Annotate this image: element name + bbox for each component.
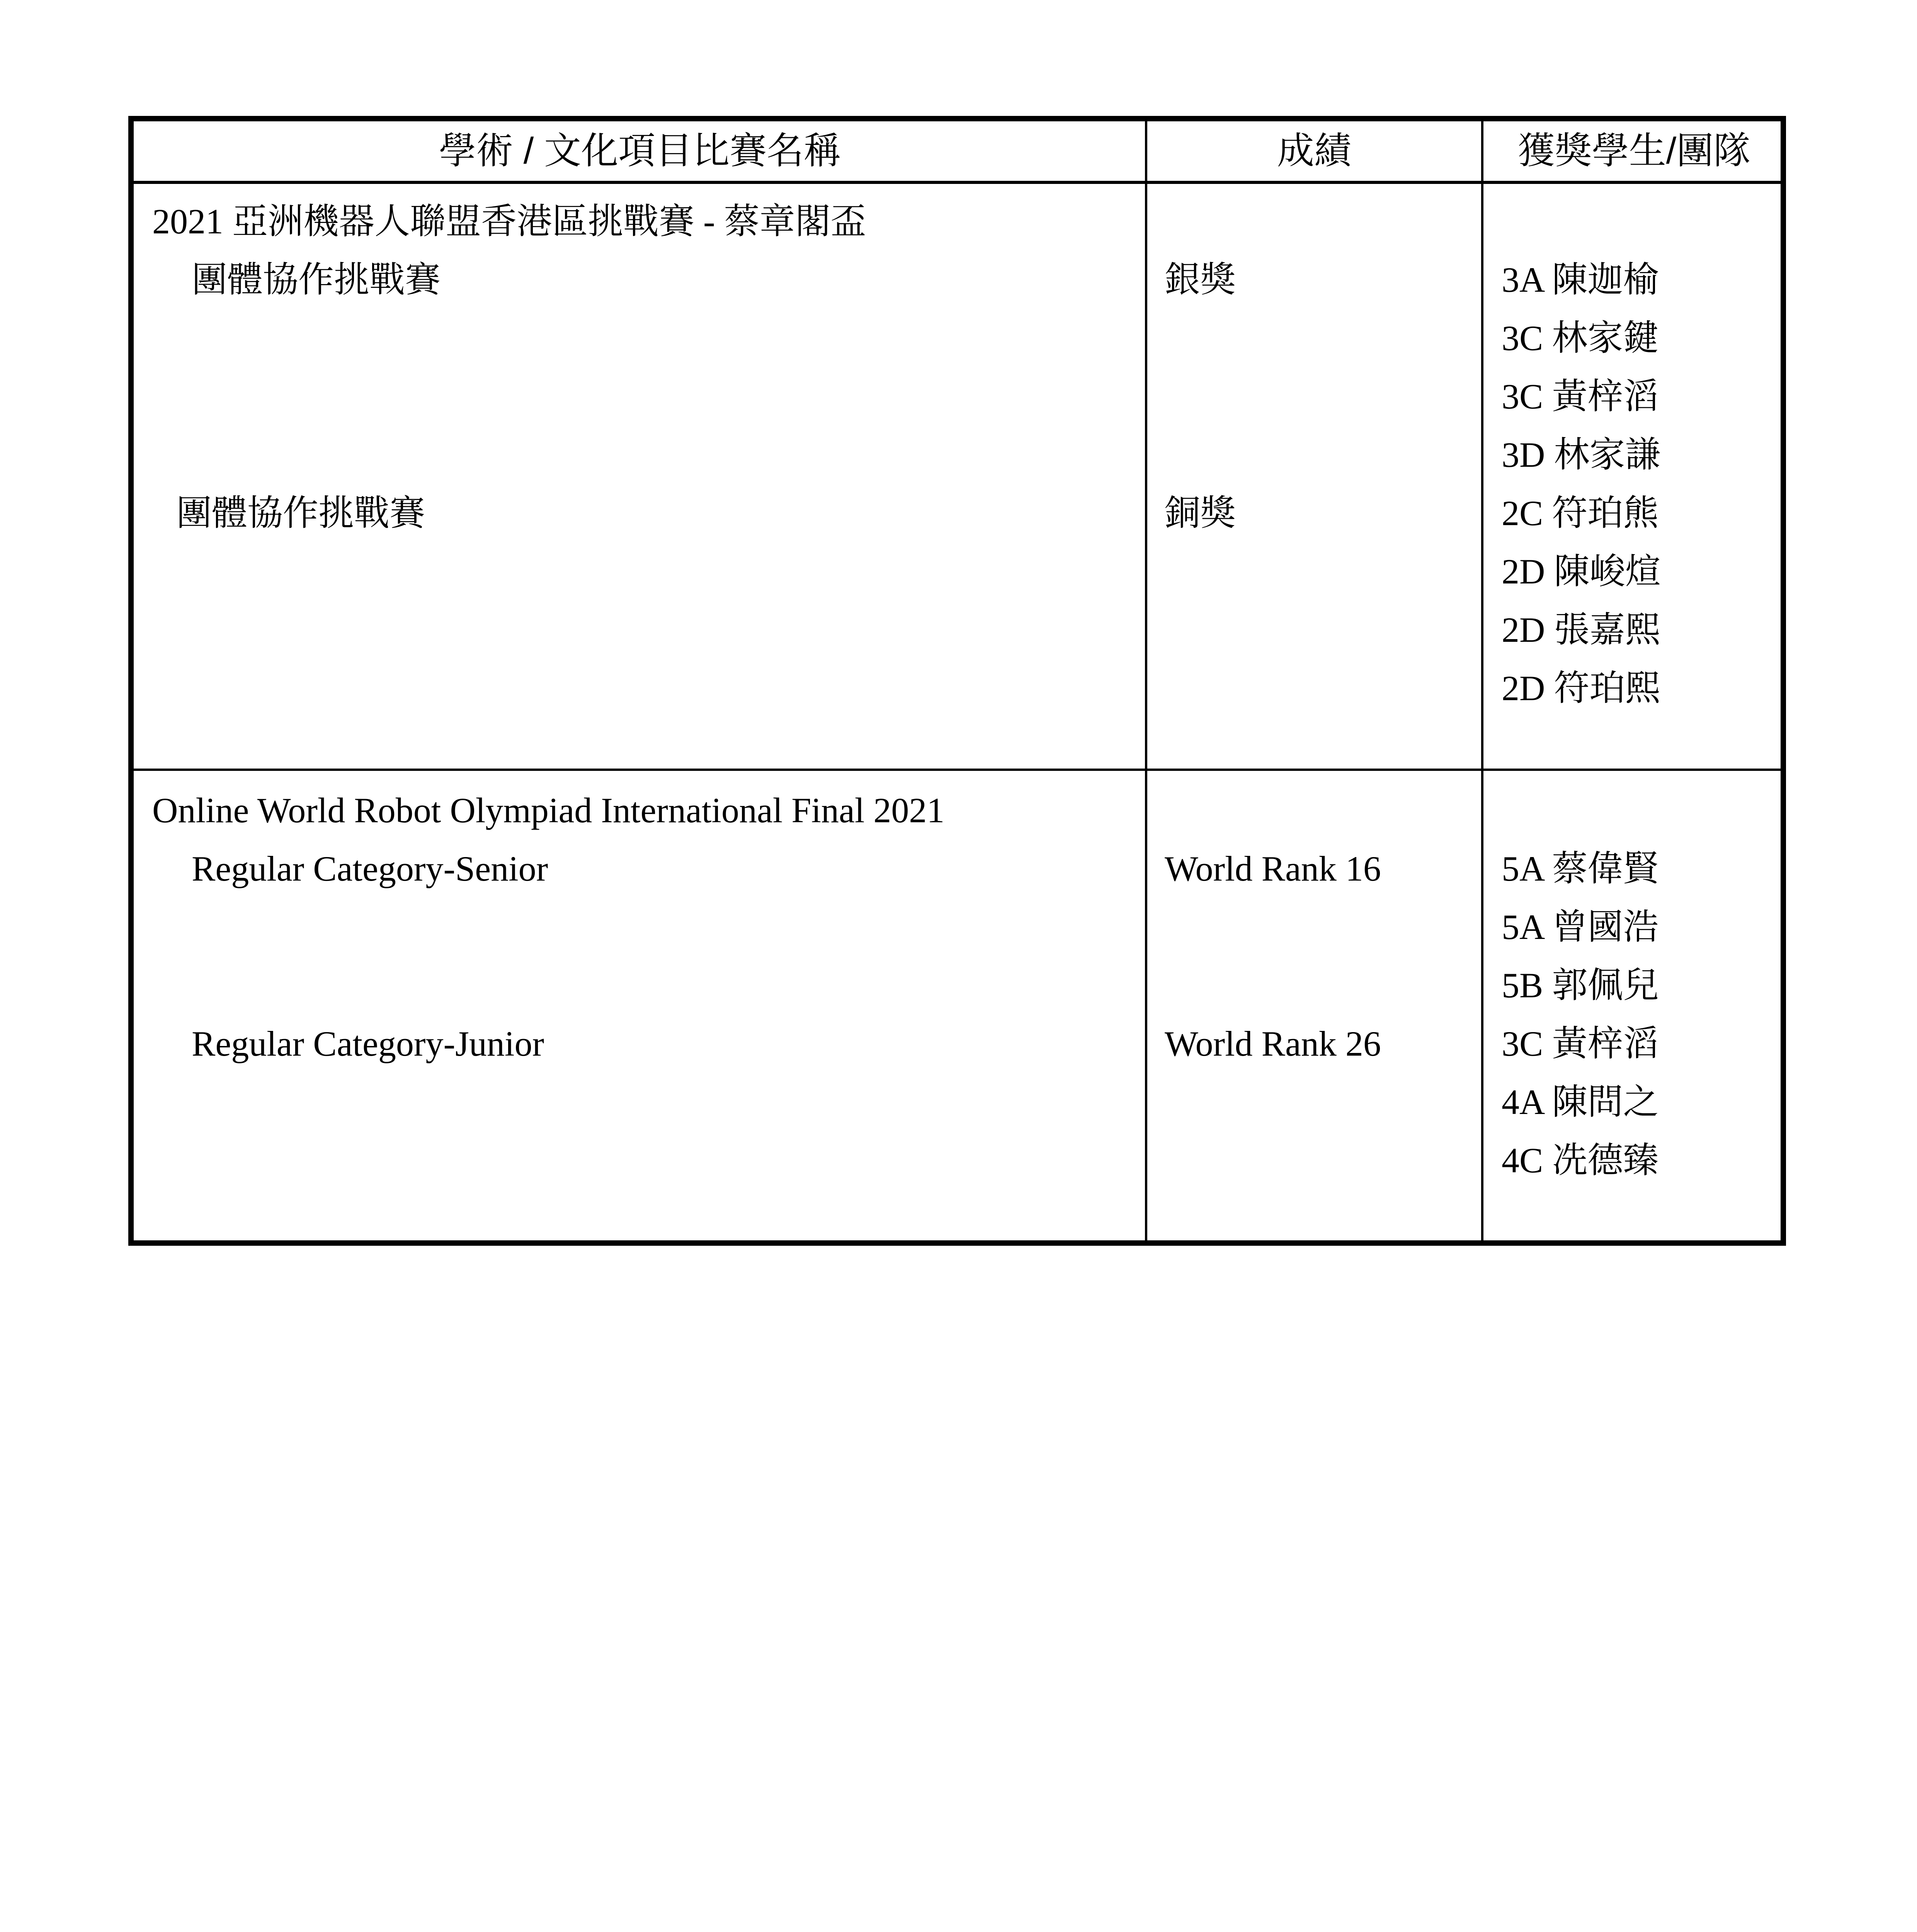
student-name: 5A 曾國浩	[1502, 907, 1659, 947]
student-name: 2D 符珀熙	[1502, 668, 1661, 708]
header-result: 成績	[1277, 130, 1351, 172]
header-students: 獲獎學生/團隊	[1517, 130, 1751, 172]
column-divider	[1145, 121, 1147, 1240]
header-competition: 學術 / 文化項目比賽名稱	[439, 130, 841, 172]
student-name: 4C 冼德臻	[1502, 1141, 1659, 1180]
column-divider	[1481, 121, 1483, 1240]
student-list	[1502, 840, 1658, 1015]
student-list	[1502, 251, 1660, 484]
student-name: 4A 陳問之	[1502, 1082, 1659, 1122]
student-name: 2D 張嘉熙	[1502, 610, 1661, 650]
student-name: 3C 林家鍵	[1502, 318, 1659, 358]
student-list	[1502, 1015, 1658, 1190]
student-list	[1502, 484, 1660, 718]
row-divider	[134, 769, 1781, 771]
table-header	[134, 121, 1781, 184]
student-name: 2C 符珀熊	[1502, 493, 1659, 533]
student-name: 3D 林家謙	[1502, 435, 1661, 474]
result-value: World Rank 16	[1165, 849, 1381, 888]
student-name: 5B 郭佩兒	[1502, 966, 1659, 1005]
awards-table	[128, 116, 1786, 1246]
student-name: 3A 陳迦榆	[1502, 260, 1659, 299]
category-name: 團體協作挑戰賽	[192, 260, 441, 299]
student-name: 2D 陳峻煊	[1502, 552, 1661, 591]
competition-name: 2021 亞洲機器人聯盟香港區挑戰賽 - 蔡章閣盃	[152, 202, 866, 241]
category-name: 團體協作挑戰賽	[176, 493, 425, 533]
student-name: 3C 黃梓滔	[1502, 377, 1659, 416]
result-value: 銅獎	[1165, 493, 1236, 533]
student-name: 3C 黃梓滔	[1502, 1024, 1659, 1063]
student-name: 5A 蔡偉賢	[1502, 849, 1659, 888]
result-value: World Rank 26	[1165, 1024, 1381, 1063]
category-name: Regular Category-Junior	[192, 1024, 544, 1063]
category-name: Regular Category-Senior	[192, 849, 548, 888]
result-value: 銀獎	[1165, 260, 1236, 299]
competition-name: Online World Robot Olympiad International Final 2021	[152, 791, 945, 830]
